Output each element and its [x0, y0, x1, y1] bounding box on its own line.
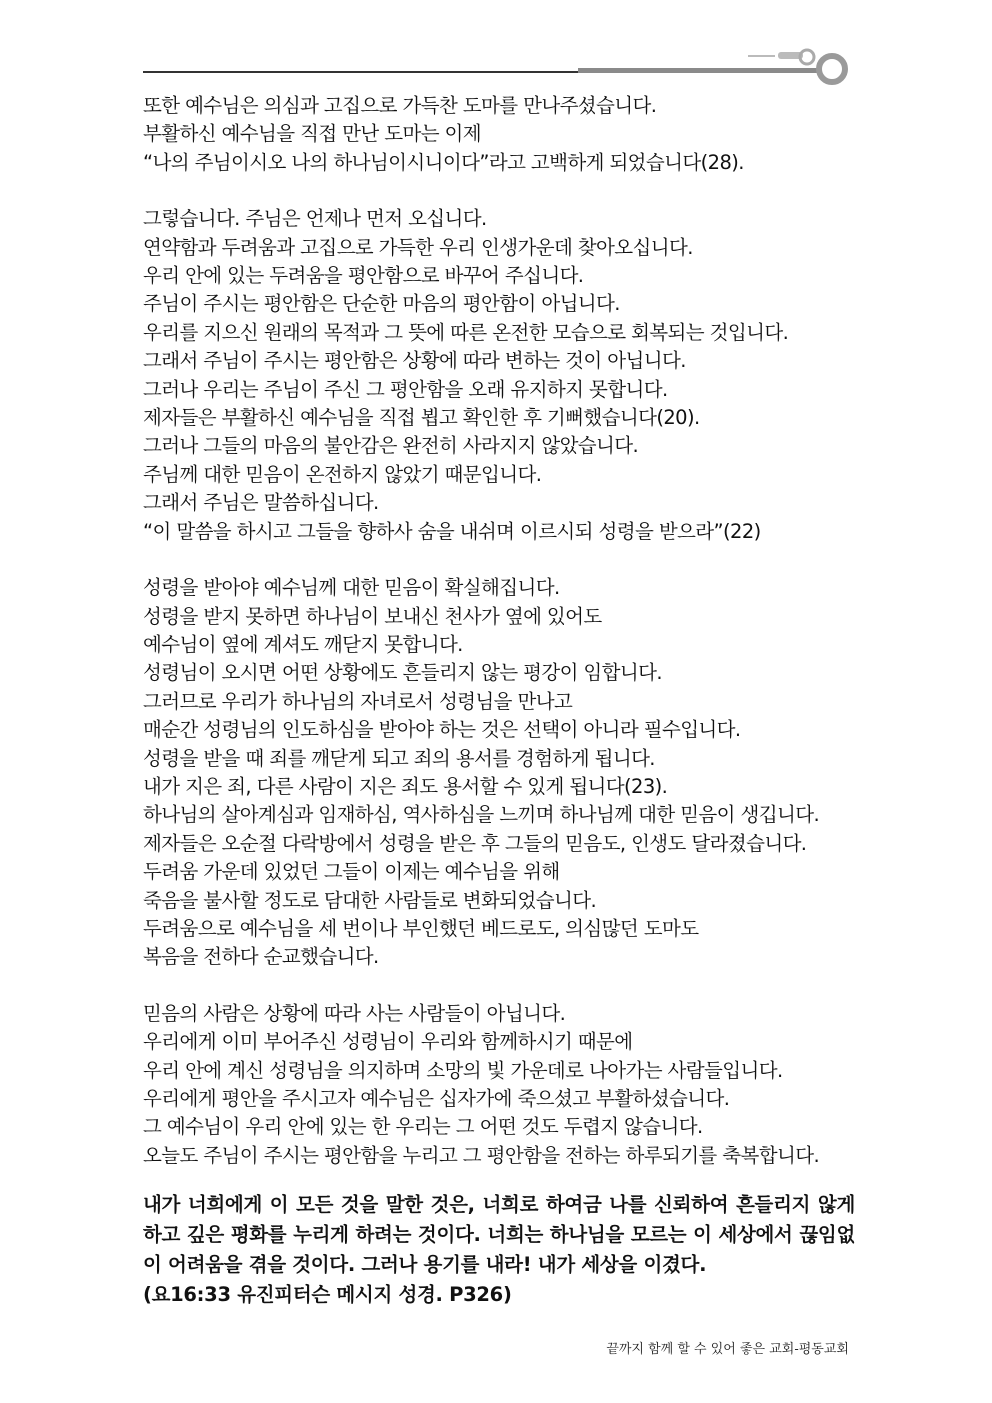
paragraph-1	[143, 92, 855, 177]
text-line: 하나님의 살아계심과 임재하심, 역사하심을 느끼며 하나님께 대한 믿음이 생깁니다.	[143, 803, 820, 827]
text-line: 성령을 받을 때 죄를 깨닫게 되고 죄의 용서를 경험하게 됩니다.	[143, 746, 655, 770]
text-line: “이 말씀을 하시고 그들을 향하사 숨을 내쉬며 이르시되 성령을 받으라”(22)	[143, 519, 761, 543]
text-line: 믿음의 사람은 상황에 따라 사는 사람들이 아닙니다.	[143, 1001, 566, 1025]
text-line: 또한 예수님은 의심과 고집으로 가득찬 도마를 만나주셨습니다.	[143, 94, 657, 117]
text-line: 매순간 성령님의 인도하심을 받아야 하는 것은 선택이 아니라 필수입니다.	[143, 718, 741, 742]
text-line: 내가 지은 죄, 다른 사람이 지은 죄도 용서할 수 있게 됩니다(23).	[143, 774, 668, 798]
quote-reference: (요16:33 유진피터슨 메시지 성경. P326)	[143, 1283, 512, 1306]
paragraph-2	[143, 205, 855, 546]
text-line: 우리를 지으신 원래의 목적과 그 뜻에 따른 온전한 모습으로 회복되는 것입니다.	[143, 320, 789, 344]
text-line: 오늘도 주님이 주시는 평안함을 누리고 그 평안함을 전하는 하루되기를 축복합니다.	[143, 1143, 820, 1167]
paragraph-4	[143, 1000, 855, 1170]
text-line: 그러나 그들의 마음의 불안감은 완전히 사라지지 않았습니다.	[143, 434, 639, 458]
text-line: 그러므로 우리가 하나님의 자녀로서 성령님을 만나고	[143, 689, 573, 713]
text-line: 그래서 주님은 말씀하십니다.	[143, 491, 379, 515]
text-line: 주님이 주시는 평안함은 단순한 마음의 평안함이 아닙니다.	[143, 292, 620, 316]
text-line: 성령을 받아야 예수님께 대한 믿음이 확실해집니다.	[143, 576, 560, 600]
text-line: 죽음을 불사할 정도로 담대한 사람들로 변화되었습니다.	[143, 888, 597, 912]
text-line: 두려움 가운데 있었던 그들이 이제는 예수님을 위해	[143, 860, 560, 884]
large-ring-icon	[819, 56, 845, 82]
text-line: “나의 주님이시오 나의 하나님이시니이다”라고 고백하게 되었습니다(28).	[143, 150, 744, 174]
text-line: 제자들은 오순절 다락방에서 성령을 받은 후 그들의 믿음도, 인생도 달라졌습니다.	[143, 831, 807, 855]
text-line: 두려움으로 예수님을 세 번이나 부인했던 베드로도, 의심많던 도마도	[143, 916, 699, 940]
text-line: 우리 안에 있는 두려움을 평안함으로 바꾸어 주십니다.	[143, 264, 584, 288]
text-line: 복음을 전하다 순교했습니다.	[143, 945, 379, 969]
text-line: 우리 안에 계신 성령님을 의지하며 소망의 빛 가운데로 나아가는 사람들입니다.	[143, 1058, 783, 1082]
text-line: 우리에게 이미 부어주신 성령님이 우리와 함께하시기 때문에	[143, 1030, 633, 1054]
page-footer: 끝까지 함께 할 수 있어 좋은 교회-평동교회	[606, 1342, 849, 1357]
text-line: 우리에게 평안을 주시고자 예수님은 십자가에 죽으셨고 부활하셨습니다.	[143, 1087, 730, 1110]
paragraph-3	[143, 574, 855, 972]
quote-text: 내가 너희에게 이 모든 것을 말한 것은, 너희로 하여금 나를 신뢰하여 흔들리지 않게 하고 깊은 평화를 누리게 하려는 것이다. 너희는 하나님을 모르는 이 세상에서 끊임없이 어려움을 겪을 것이다. 그러나 용기를 내라! 내가 세상을 이겼다.	[143, 1193, 855, 1276]
text-line: 성령님이 오시면 어떤 상황에도 흔들리지 않는 평강이 임합니다.	[143, 661, 662, 685]
text-line: 연약함과 두려움과 고집으로 가득한 우리 인생가운데 찾아오십니다.	[143, 235, 693, 259]
text-line: 예수님이 옆에 계셔도 깨닫지 못합니다.	[143, 632, 463, 656]
text-line: 제자들은 부활하신 예수님을 직접 뵙고 확인한 후 기뻐했습니다(20).	[143, 406, 700, 430]
sermon-body	[143, 92, 855, 1198]
text-line: 그렇습니다. 주님은 언제나 먼저 오십니다.	[143, 207, 487, 231]
header-rule-right	[578, 68, 818, 73]
scripture-quote	[143, 1190, 855, 1310]
text-line: 성령을 받지 못하면 하나님이 보내신 천사가 옆에 있어도	[143, 604, 602, 628]
text-line: 그러나 우리는 주님이 주신 그 평안함을 오래 유지하지 못합니다.	[143, 377, 668, 401]
text-line: 부활하신 예수님을 직접 만난 도마는 이제	[143, 122, 482, 146]
text-line: 그 예수님이 우리 안에 있는 한 우리는 그 어떤 것도 두렵지 않습니다.	[143, 1115, 703, 1139]
text-line: 주님께 대한 믿음이 온전하지 않았기 때문입니다.	[143, 462, 542, 486]
text-line: 그래서 주님이 주시는 평안함은 상황에 따라 변하는 것이 아닙니다.	[143, 349, 686, 373]
